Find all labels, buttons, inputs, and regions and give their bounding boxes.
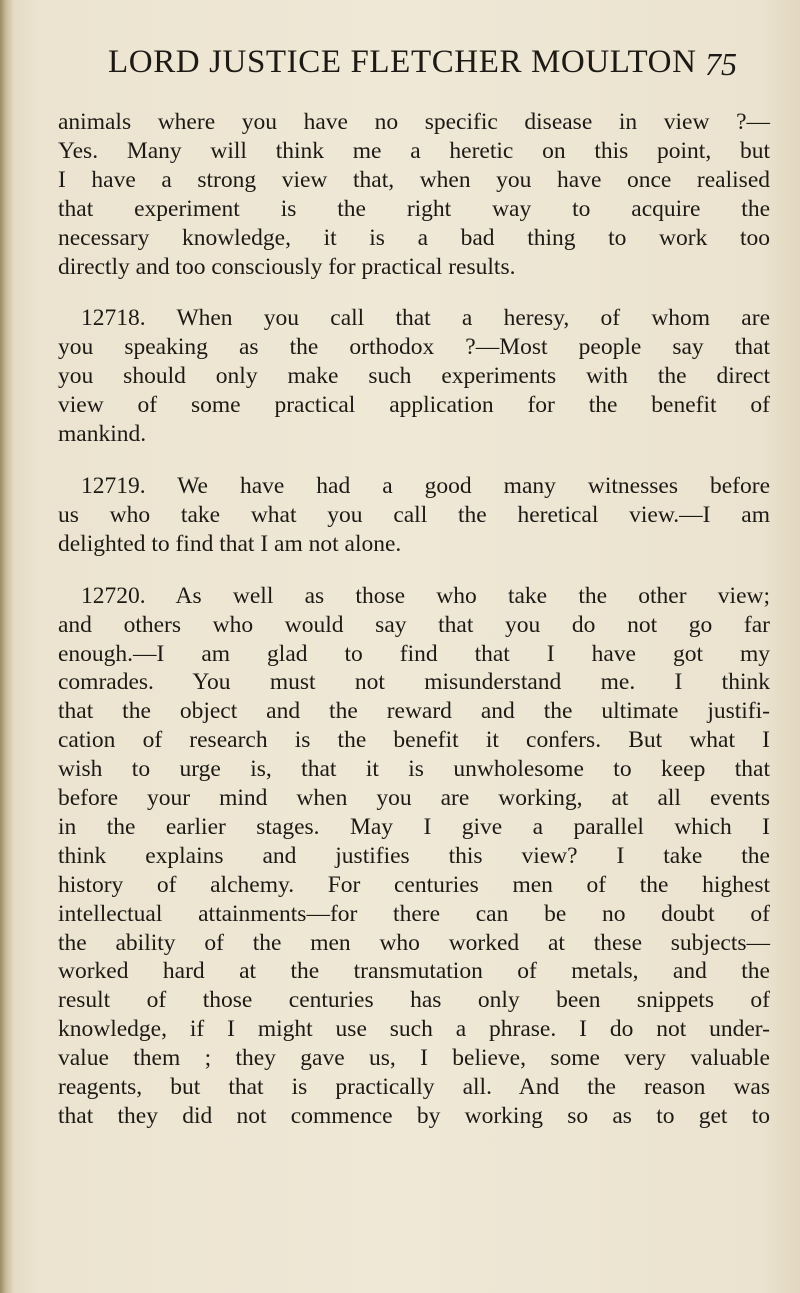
text-line: directly and too consciously for practical results. [58, 253, 516, 280]
page-number: 75 [705, 46, 737, 82]
text-line: you should only make such experiments with the direct [58, 363, 770, 390]
text-line: reagents, but that is practically all. And the reason was [58, 1074, 770, 1101]
text-line: 12720. As well as those who take the other view; [81, 582, 770, 609]
text-line: intellectual attainments—for there can be no doubt of [58, 900, 770, 927]
text-line: the ability of the men who worked at these subjects— [58, 929, 770, 956]
text-line: that the object and the reward and the ultimate justifi- [58, 698, 770, 725]
page-header [0, 44, 800, 88]
text-line: wish to urge is, that it is unwholesome to keep that [58, 756, 770, 783]
text-line: view of some practical application for the benefit of [58, 392, 770, 419]
paragraph [58, 582, 770, 1131]
text-line: animals where you have no specific disease in view ?— [58, 109, 770, 135]
paragraph [58, 108, 770, 281]
text-line: history of alchemy. For centuries men of the highest [58, 871, 770, 898]
text-line: in the earlier stages. May I give a parallel which I [58, 813, 770, 840]
running-head: LORD JUSTICE FLETCHER MOULTON [108, 44, 697, 80]
text-line: delighted to find that I am not alone. [58, 530, 402, 557]
text-line: before your mind when you are working, at all events [58, 785, 770, 812]
text-line: you speaking as the orthodox ?—Most people say that [58, 334, 770, 361]
text-line: and others who would say that you do not go far [58, 611, 770, 638]
paragraph [58, 304, 770, 449]
text-line: 12719. We have had a good many witnesses before [81, 472, 770, 499]
text-line: mankind. [58, 421, 147, 448]
body-text [58, 108, 770, 1131]
text-line: cation of research is the benefit it confers. But what I [58, 727, 770, 754]
text-line: knowledge, if I might use such a phrase. I do not under- [58, 1016, 770, 1043]
text-line: comrades. You must not misunderstand me. I think [58, 669, 770, 696]
text-line: value them ; they gave us, I believe, some very valuable [58, 1045, 770, 1072]
text-line: us who take what you call the heretical view.—I am [58, 501, 770, 528]
text-line: Yes. Many will think me a heretic on this point, but [58, 137, 770, 164]
paragraph [58, 472, 770, 559]
text-line: I have a strong view that, when you have once realised [58, 166, 770, 193]
text-line: that they did not commence by working so as to get to [58, 1103, 770, 1129]
text-line: enough.—I am glad to find that I have got my [58, 640, 770, 667]
text-line: worked hard at the transmutation of metals, and the [58, 958, 770, 985]
text-line: result of those centuries has only been snippets of [58, 987, 770, 1014]
text-line: 12718. When you call that a heresy, of whom are [81, 305, 770, 332]
text-line: that experiment is the right way to acquire the [58, 195, 770, 222]
text-line: think explains and justifies this view? I take the [58, 842, 770, 869]
page-gutter-shadow [0, 0, 14, 1293]
text-line: necessary knowledge, it is a bad thing to work too [58, 224, 770, 251]
